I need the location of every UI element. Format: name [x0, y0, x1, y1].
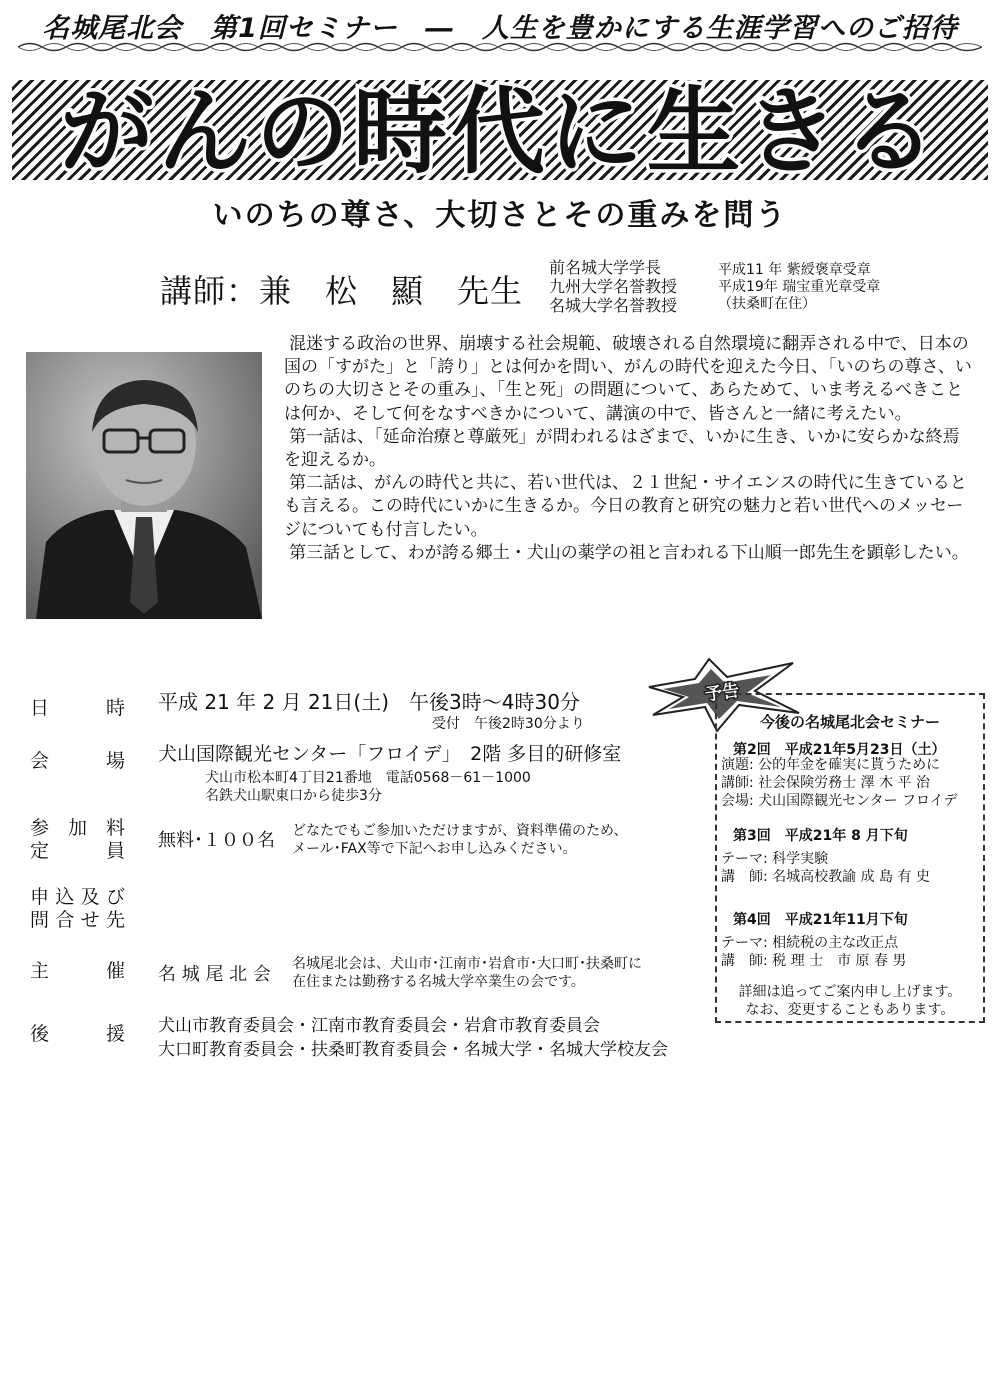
- lecturer-title: 九州大学名誉教授: [549, 277, 678, 296]
- lecturer-awards: [718, 262, 880, 313]
- date-value: 平成 21 年 2 月 21日(土) 午後3時～4時30分: [158, 690, 580, 714]
- subtitle: いのちの尊さ、大切さとその重みを問う: [212, 198, 788, 233]
- paragraph: 第一話は、「延命治療と尊厳死」が問われるはざまで、いかに生き、いかに安らかな終焉を迎えるか。: [284, 426, 960, 471]
- notice-badge: 予告: [704, 680, 741, 706]
- venue-address: 犬山市松本町4丁目21番地 電話0568－61－1000: [205, 770, 531, 786]
- award: 平成11 年 紫綬褒章受章: [718, 262, 871, 278]
- decorative-vine: [18, 40, 982, 54]
- capacity-label: 定員: [30, 840, 125, 862]
- seminar-4-topic: テーマ: 相続税の主な改正点: [721, 935, 899, 951]
- seminar-3-heading: 第3回 平成21年 8 月下旬: [733, 828, 908, 844]
- seminar-2-venue: 会場: 犬山国際観光センター フロイデ: [721, 793, 958, 809]
- venue-access: 名鉄犬山駅東口から徒歩3分: [205, 788, 382, 804]
- lecturer-title: 前名城大学学長: [549, 258, 662, 277]
- paragraph: 第二話は、がんの時代と共に、若い世代は、２１世紀・サイエンスの時代に生きているとも言える。この時代にいかに生きるか。今日の教育と研究の魅力と若い世代へのメッセージについても付言したい。: [284, 473, 967, 540]
- host-value: 名 城 尾 北 会: [158, 964, 271, 985]
- lecturer-portrait: [26, 352, 262, 619]
- notice-title: 今後の名城尾北会セミナー: [759, 713, 940, 731]
- seminar-2-speaker: 講師: 社会保険労務士 澤 木 平 治: [721, 775, 930, 791]
- apply-label: 申込及び: [30, 886, 125, 908]
- reception-time: 受付 午後2時30分より: [432, 716, 585, 732]
- paragraph: 混迷する政治の世界、崩壊する社会規範、破壊される自然環境に翻弄される中で、日本の国の「すがた」と「誇り」とは何かを問い、がんの時代を迎えた今日、「いのちの尊さ、いのちの大切さとその重み」、「生と死」の問題について、あらためて、いま考えるべきことは何か、そして何をなすべきかについて、講演の中で、皆さんと一緒に考えたい。: [284, 334, 972, 424]
- seminar-2-topic: 演題: 公的年金を確実に貰うために: [721, 757, 941, 773]
- lecturer-title: 名城大学名誉教授: [549, 296, 678, 315]
- host-label: 主催: [30, 960, 125, 982]
- seminar-3-speaker: 講 師: 名城高校教諭 成 島 有 史: [721, 869, 930, 885]
- seminar-3-topic: テーマ: 科学実験: [721, 851, 829, 867]
- fee-note: メール･FAX等で下記へお申し込みください。: [292, 841, 577, 857]
- seminar-4-speaker: 講 師: 税 理 士 市 原 春 男: [721, 953, 907, 969]
- venue-value: 犬山国際観光センター「フロイデ」 2階 多目的研修室: [158, 743, 622, 765]
- description: [284, 333, 974, 565]
- award: 平成19年 瑞宝重光章受章: [718, 279, 881, 295]
- apply-label: 問合せ先: [30, 909, 125, 931]
- seminar-2-heading: 第2回 平成21年5月23日（土）: [733, 742, 946, 758]
- main-title: がんの時代に生きる: [60, 80, 940, 180]
- header-line: 名城尾北会 第1回セミナー ― 人生を豊かにする生涯学習へのご招待: [42, 13, 958, 44]
- fee-value: 無料･１００名: [158, 830, 275, 851]
- notice-footer: 詳細は追ってご案内申し上げます。: [738, 984, 962, 1000]
- host-note: 在住または勤務する名城大学卒業生の会です。: [292, 974, 585, 990]
- venue-label: 会場: [30, 750, 125, 772]
- fee-label: 参加料: [30, 817, 125, 839]
- lecturer-name: 講師：兼 松 顯 先生: [160, 272, 524, 310]
- host-note: 名城尾北会は、犬山市･江南市･岩倉市･大口町･扶桑町に: [292, 956, 642, 972]
- paragraph: 第三話として、わが誇る郷土・犬山の薬学の祖と言われる下山順一郎先生を顕彰したい。: [289, 542, 969, 563]
- seminar-4-heading: 第4回 平成21年11月下旬: [733, 912, 908, 928]
- notice-footer: なお、変更することもあります。: [745, 1002, 955, 1018]
- lecturer-titles: [549, 258, 677, 315]
- title-band: [12, 80, 988, 180]
- fee-note: どなたでもご参加いただけますが、資料準備のため、: [292, 823, 628, 839]
- support-line: 大口町教育委員会・扶桑町教育委員会・名城大学・名城大学校友会: [158, 1040, 668, 1060]
- support-line: 犬山市教育委員会・江南市教育委員会・岩倉市教育委員会: [158, 1016, 600, 1036]
- date-label: 日時: [30, 697, 125, 719]
- support-label: 後援: [30, 1023, 125, 1045]
- award: （扶桑町在住）: [718, 296, 816, 312]
- upcoming-seminars-box: [715, 693, 985, 1023]
